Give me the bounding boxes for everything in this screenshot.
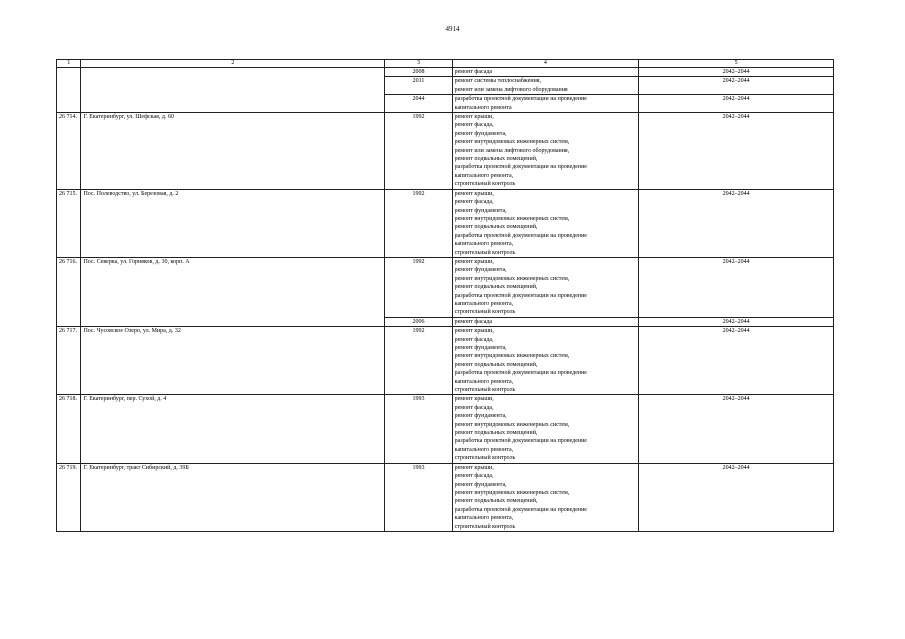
row-year: 2011 xyxy=(385,77,452,95)
header-col-5: 5 xyxy=(639,60,834,68)
table-row xyxy=(57,68,834,77)
row-number: 26 717. xyxy=(57,327,81,395)
row-work: ремонт системы теплоснабжения, ремонт или замена лифтового оборудования xyxy=(452,77,639,95)
row-period: 2042–2044 xyxy=(639,95,834,113)
row-period: 2042–2044 xyxy=(639,77,834,95)
row-address: Г. Екатеринбург, пер. Сухой, д. 4 xyxy=(81,395,385,463)
row-year: 2006 xyxy=(385,317,452,326)
row-work: ремонт крыши, ремонт фасада, ремонт фундамента, ремонт внутридомовых инженерных систем, ремонт подвальных помещений, разработка проектной документации на проведение капитального ремонта, строительный контроль xyxy=(452,395,639,463)
row-period: 2042–2044 xyxy=(639,317,834,326)
row-work: ремонт крыши, ремонт фасада, ремонт фундамента, ремонт внутридомовых инженерных систем, ремонт подвальных помещений, разработка проектной документации на проведение капитального ремонта, строительный контроль xyxy=(452,189,639,257)
row-period: 2042–2044 xyxy=(639,189,834,257)
table-header-row xyxy=(57,60,834,68)
row-period: 2042–2044 xyxy=(639,463,834,531)
row-year: 1992 xyxy=(385,327,452,395)
row-number: 26 714. xyxy=(57,113,81,190)
page-number: 4914 xyxy=(445,25,460,33)
row-address: Г. Екатеринбург, ул. Шефская, д. 60 xyxy=(81,113,385,190)
row-period: 2042–2044 xyxy=(639,395,834,463)
row-number xyxy=(57,68,81,113)
row-period: 2042–2044 xyxy=(639,113,834,190)
table-row xyxy=(57,463,834,531)
row-year: 1992 xyxy=(385,189,452,257)
row-number: 26 718. xyxy=(57,395,81,463)
row-number: 26 715. xyxy=(57,189,81,257)
table-row xyxy=(57,395,834,463)
row-work: ремонт фасада xyxy=(452,68,639,77)
table-row xyxy=(57,189,834,257)
row-number: 26 719. xyxy=(57,463,81,531)
row-work: ремонт крыши, ремонт фасада, ремонт фундамента, ремонт внутридомовых инженерных систем, ремонт подвальных помещений, разработка проектной документации на проведение капитального ремонта, строительный контроль xyxy=(452,327,639,395)
table-row xyxy=(57,327,834,395)
row-work: ремонт крыши, ремонт фасада, ремонт фундамента, ремонт внутридомовых инженерных систем, ремонт или замена лифтового оборудования, ремонт подвальных помещений, разработка проектной документации на проведение капитального ремонта, строительный контроль xyxy=(452,113,639,190)
row-year: 1992 xyxy=(385,257,452,317)
row-period: 2042–2044 xyxy=(639,327,834,395)
table-row xyxy=(57,257,834,317)
row-year: 1993 xyxy=(385,463,452,531)
row-period: 2042–2044 xyxy=(639,257,834,317)
row-address: Пос. Северка, ул. Горняков, д. 30, корп. А xyxy=(81,257,385,326)
row-work: ремонт фасада xyxy=(452,317,639,326)
header-col-3: 3 xyxy=(385,60,452,68)
header-col-2: 2 xyxy=(81,60,385,68)
header-col-1: 1 xyxy=(57,60,81,68)
row-work: разработка проектной документации на проведение капитального ремонта xyxy=(452,95,639,113)
row-year: 2044 xyxy=(385,95,452,113)
row-number: 26 716. xyxy=(57,257,81,326)
row-year: 1992 xyxy=(385,113,452,190)
row-work: ремонт крыши, ремонт фасада, ремонт фундамента, ремонт внутридомовых инженерных систем, ремонт подвальных помещений, разработка проектной документации на проведение капитального ремонта, строительный контроль xyxy=(452,463,639,531)
row-work: ремонт крыши, ремонт фундамента, ремонт внутридомовых инженерных систем, ремонт подвальных помещений, разработка проектной документации на проведение капитального ремонта, строительный контроль xyxy=(452,257,639,317)
row-year: 2008 xyxy=(385,68,452,77)
row-year: 1993 xyxy=(385,395,452,463)
row-address xyxy=(81,68,385,113)
row-address: Г. Екатеринбург, тракт Сибирский, д. 39Б xyxy=(81,463,385,531)
table-row xyxy=(57,113,834,190)
row-address: Пос. Чусовское Озеро, ул. Мира, д. 32 xyxy=(81,327,385,395)
repair-schedule-table xyxy=(56,59,834,532)
row-period: 2042–2044 xyxy=(639,68,834,77)
row-address: Пос. Полеводство, ул. Березовая, д. 2 xyxy=(81,189,385,257)
header-col-4: 4 xyxy=(452,60,639,68)
